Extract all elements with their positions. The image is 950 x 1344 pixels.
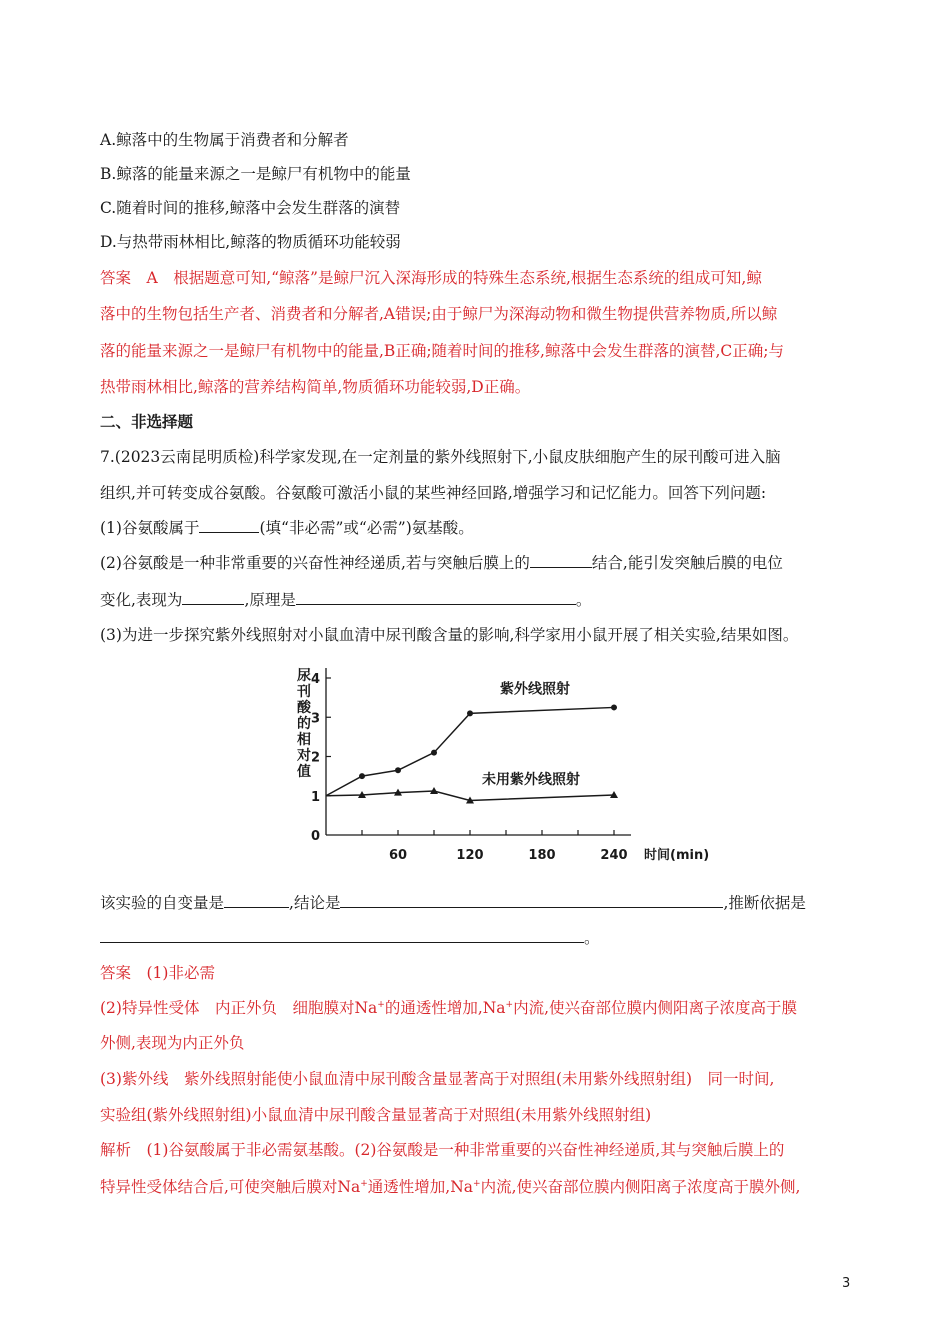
answer6-line3: 落的能量来源之一是鲸尸有机物中的能量,B正确;随着时间的推移,鲸落中会发生群落的演替,C正确;与 bbox=[100, 342, 784, 360]
option-a: A.鲸落中的生物属于消费者和分解者 bbox=[100, 131, 349, 149]
q7-part4-line2 bbox=[100, 927, 600, 949]
y-tick-label: 4 bbox=[310, 672, 320, 687]
x-tick-label: 60 bbox=[388, 848, 408, 863]
y-tick-label: 3 bbox=[310, 711, 320, 727]
data-point bbox=[431, 750, 437, 756]
analysis7-line2-b: 通透性增加,Na bbox=[367, 1178, 474, 1196]
q7-part2-text-c: 变化,表现为 bbox=[100, 591, 183, 609]
data-point bbox=[467, 710, 473, 716]
answer-blank-6[interactable] bbox=[340, 892, 723, 908]
x-tick-label: 180 bbox=[528, 848, 556, 863]
answer7-line2-sup: + bbox=[377, 999, 385, 1010]
q7-part4-text-d: 。 bbox=[584, 929, 600, 947]
answer7-line2-a: (2)特异性受体 内正外负 细胞膜对Na bbox=[100, 999, 378, 1017]
series-label-no-uv: 未用紫外线照射 bbox=[482, 771, 580, 788]
x-tick-label: 120 bbox=[456, 848, 484, 863]
y-tick-label: 2 bbox=[310, 750, 320, 766]
answer7-line2-c: 内流,使兴奋部位膜内侧阳离子浓度高于膜 bbox=[513, 999, 798, 1017]
uric-acid-chart bbox=[285, 662, 710, 864]
answer6-line1: 答案 A 根据题意可知,“鲸落”是鲸尸沉入深海形成的特殊生态系统,根据生态系统的组成可知,鲸 bbox=[100, 269, 762, 287]
q7-part1 bbox=[100, 517, 474, 539]
section-title: 二、非选择题 bbox=[100, 412, 194, 431]
data-point bbox=[611, 704, 617, 710]
y-tick-label: 1 bbox=[310, 789, 320, 805]
answer6-line4: 热带雨林相比,鲸落的营养结构简单,物质循环功能较弱,D正确。 bbox=[100, 378, 531, 396]
option-b: B.鲸落的能量来源之一是鲸尸有机物中的能量 bbox=[100, 165, 411, 183]
analysis7-line2 bbox=[100, 1176, 800, 1198]
option-d: D.与热带雨林相比,鲸落的物质循环功能较弱 bbox=[100, 233, 401, 251]
q7-part3: (3)为进一步探究紫外线照射对小鼠血清中尿刊酸含量的影响,科学家用小鼠开展了相关实验,结果如图。 bbox=[100, 626, 799, 644]
answer-blank-1[interactable] bbox=[199, 517, 259, 533]
answer-blank-7[interactable] bbox=[100, 927, 584, 943]
analysis7-line2-a: 特异性受体结合后,可使突触后膜对Na bbox=[100, 1178, 361, 1196]
answer7-line1: 答案 (1)非必需 bbox=[100, 964, 215, 982]
q7-part1-text-a: (1)谷氨酸属于 bbox=[100, 519, 200, 537]
answer7-line2-sup2: + bbox=[505, 999, 514, 1010]
q7-part2-text-d: ,原理是 bbox=[244, 591, 296, 609]
q7-part2-line2 bbox=[100, 589, 591, 611]
q7-part1-text-b: (填“非必需”或“必需”)氨基酸。 bbox=[259, 519, 474, 537]
q7-part4-text-b: ,结论是 bbox=[289, 894, 341, 912]
q7-part2-text-b: 结合,能引发突触后膜的电位 bbox=[591, 554, 783, 572]
x-tick-label: 240 bbox=[600, 848, 628, 863]
analysis7-line1: 解析 (1)谷氨酸属于非必需氨基酸。(2)谷氨酸是一种非常重要的兴奋性神经递质,其与突触后膜上的 bbox=[100, 1141, 785, 1159]
q7-part4-text-a: 该实验的自变量是 bbox=[100, 894, 225, 912]
answer7-line3: 外侧,表现为内正外负 bbox=[100, 1034, 245, 1052]
answer-blank-4[interactable] bbox=[296, 589, 576, 605]
q7-part2-text-e: 。 bbox=[575, 591, 592, 609]
analysis7-line2-c: 内流,使兴奋部位膜内侧阳离子浓度高于膜外侧, bbox=[480, 1178, 801, 1196]
answer-blank-2[interactable] bbox=[530, 552, 592, 568]
q7-line2: 组织,并可转变成谷氨酸。谷氨酸可激活小鼠的某些神经回路,增强学习和记忆能力。回答下列问题: bbox=[100, 484, 767, 502]
x-axis-label: 时间(min) bbox=[644, 848, 710, 863]
answer-blank-3[interactable] bbox=[182, 589, 244, 605]
answer-blank-5[interactable] bbox=[224, 892, 289, 908]
q7-part4-line1 bbox=[100, 892, 806, 914]
series-label-uv: 紫外线照射 bbox=[500, 681, 570, 698]
answer7-line2-b: 的通透性增加,Na bbox=[384, 999, 506, 1017]
answer7-line5: 实验组(紫外线照射组)小鼠血清中尿刊酸含量显著高于对照组(未用紫外线照射组) bbox=[100, 1106, 652, 1124]
q7-part2-text-a: (2)谷氨酸是一种非常重要的兴奋性神经递质,若与突触后膜上的 bbox=[100, 554, 530, 572]
answer6-line2: 落中的生物包括生产者、消费者和分解者,A错误;由于鲸尸为深海动物和微生物提供营养物质,所以鲸 bbox=[100, 305, 778, 323]
q7-part4-text-c: ,推断依据是 bbox=[723, 894, 806, 912]
y-axis-label: 尿刊酸的相对值 bbox=[297, 668, 311, 780]
option-c: C.随着时间的推移,鲸落中会发生群落的演替 bbox=[100, 199, 401, 217]
data-point bbox=[359, 773, 365, 779]
q7-part2-line1 bbox=[100, 552, 783, 574]
y-tick-label: 0 bbox=[310, 829, 320, 844]
answer7-line2 bbox=[100, 997, 797, 1019]
q7-line1: 7.(2023云南昆明质检)科学家发现,在一定剂量的紫外线照射下,小鼠皮肤细胞产生的尿刊酸可进入脑 bbox=[100, 448, 781, 466]
analysis7-line2-sup: + bbox=[360, 1178, 368, 1189]
analysis7-line2-sup2: + bbox=[473, 1178, 481, 1189]
page-number: 3 bbox=[842, 1276, 851, 1291]
data-point bbox=[395, 767, 401, 773]
answer7-line4: (3)紫外线 紫外线照射能使小鼠血清中尿刊酸含量显著高于对照组(未用紫外线照射组) 同一时间, bbox=[100, 1070, 775, 1088]
